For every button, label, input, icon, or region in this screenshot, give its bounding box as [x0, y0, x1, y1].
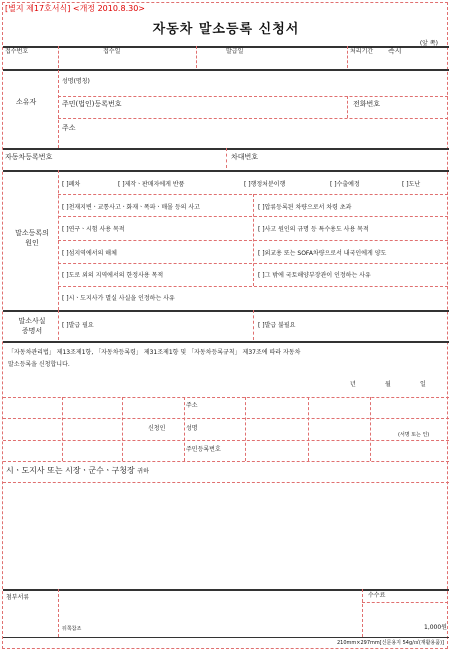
reason-section-label-1: 말소등록의 — [15, 229, 49, 237]
form-number: [별지 제17호서식] <개정 2010.8.30> — [5, 4, 145, 13]
receipt-no-label: 접수번호 — [5, 48, 29, 55]
rule — [362, 589, 363, 637]
rule — [58, 70, 59, 148]
rule — [58, 46, 59, 68]
statement-line-1: 「자동차관리법」 제13조제1항, 「자동차등록령」 제31조제1항 및 「자동차등록규칙」 제37조에 따라 자동차 — [8, 349, 301, 356]
rule — [347, 46, 348, 68]
rule — [3, 637, 449, 638]
reason-seized-aged: [ ]압류등록된 차량으로서 차령 초과 — [258, 204, 352, 211]
processing-period-value: 즉시 — [388, 47, 402, 55]
addressee — [6, 466, 149, 477]
reason-accident: [ ]천재지변ㆍ교통사고ㆍ화재ㆍ폭파ㆍ매몰 등의 사고 — [62, 204, 200, 211]
reason-scrap: [ ]폐차 — [62, 181, 81, 188]
applicant-label: 신청인 — [148, 425, 166, 432]
applicant-sign-label: (서명 또는 인) — [398, 432, 430, 438]
rule — [122, 397, 123, 461]
rule — [58, 96, 448, 97]
rule — [184, 397, 185, 461]
reason-administrative: [ ]행정처분이행 — [244, 181, 286, 188]
rule — [347, 96, 348, 118]
applicant-name-label: 성명 — [186, 425, 198, 432]
reason-island: [ ]섬지역에서의 해체 — [62, 250, 117, 257]
reason-section-label-2: 원인 — [25, 239, 39, 247]
rule — [253, 310, 254, 340]
applicant-resident-no-label: 주민등록번호 — [186, 446, 221, 453]
reason-research: [ ]연구ㆍ시험 사용 목적 — [62, 226, 125, 233]
reason-other: [ ]그 밖에 국토해양부장관이 인정하는 사유 — [258, 272, 371, 279]
cert-need-option[interactable]: [ ]발급 필요 — [62, 322, 94, 329]
note-label: 뒤쪽참조 — [62, 626, 82, 632]
owner-name-label: 성명(명칭) — [62, 78, 90, 85]
rule — [3, 461, 449, 462]
reason-theft: [ ]도난 — [402, 181, 421, 188]
rule — [58, 286, 448, 287]
owner-resident-no-label: 주민(법인)등록번호 — [62, 100, 122, 108]
cert-section-label-2: 증명서 — [21, 327, 43, 335]
applicant-address-label: 주소 — [186, 402, 198, 409]
rule — [3, 418, 449, 419]
rule — [58, 263, 448, 264]
side-note: (앞 쪽) — [419, 40, 438, 47]
page-title: 자동차 말소등록 신청서 — [152, 22, 300, 37]
rule — [3, 170, 449, 172]
reason-export: [ ]수출예정 — [330, 181, 360, 188]
date-year-label: 년 — [350, 381, 356, 388]
reason-loss: [ ]시ㆍ도지사가 멸실 사실을 인정하는 사유 — [62, 295, 175, 302]
reason-diplomatic: [ ]외교용 또는 SOFA차량으로서 내국인에게 양도 — [258, 250, 387, 257]
rule — [245, 397, 246, 461]
rule — [62, 397, 63, 461]
owner-address-label: 주소 — [62, 124, 76, 132]
rule — [362, 602, 448, 603]
rule — [58, 118, 448, 119]
rule — [3, 310, 449, 312]
receipt-date-label: 접수일 — [103, 48, 121, 55]
fee-label: 수수료 — [368, 592, 386, 599]
cert-no-need-option[interactable]: [ ]발급 불필요 — [258, 322, 296, 329]
paper-spec: 210mm×297mm[신문용지 54g/㎡(재활용품)] — [336, 640, 444, 646]
rule — [370, 397, 371, 461]
processing-period-label: 처리기간 — [350, 48, 374, 55]
addressee-main: 시ㆍ도지사 또는 시장ㆍ군수ㆍ구청장 — [6, 466, 135, 475]
vehicle-chassis-no-label: 차대번호 — [231, 153, 259, 161]
rule — [3, 482, 449, 483]
rule — [58, 240, 448, 241]
rule — [58, 216, 448, 217]
vehicle-reg-no-label: 자동차등록번호 — [5, 153, 53, 161]
reason-accident-investigation: [ ]사고 원인의 규명 등 특수용도 사용 목적 — [258, 226, 369, 233]
owner-section-label: 소유자 — [16, 98, 37, 106]
statement-line-2: 말소등록을 신청합니다. — [8, 361, 70, 368]
date-day-label: 일 — [420, 381, 426, 388]
reason-return-to-maker: [ ]제작ㆍ판매자에게 반품 — [118, 181, 185, 188]
rule — [3, 589, 449, 591]
rule — [226, 148, 227, 168]
rule — [3, 440, 449, 441]
rule — [3, 341, 449, 343]
attachments-label: 첨부서류 — [6, 594, 30, 601]
owner-phone-label: 전화번호 — [353, 100, 381, 108]
rule — [308, 397, 309, 461]
date-month-label: 월 — [385, 381, 391, 388]
addressee-suffix: 귀하 — [137, 468, 149, 475]
rule — [58, 589, 59, 637]
rule — [196, 46, 197, 68]
fee-value: 1,000원 — [424, 624, 447, 631]
reason-offroad: [ ]도로 외의 지역에서의 한정사용 목적 — [62, 272, 164, 279]
issue-date-label: 발급일 — [226, 48, 244, 55]
rule — [3, 69, 449, 71]
cert-section-label-1: 말소사실 — [18, 317, 46, 325]
rule — [3, 397, 449, 398]
rule — [58, 310, 59, 340]
